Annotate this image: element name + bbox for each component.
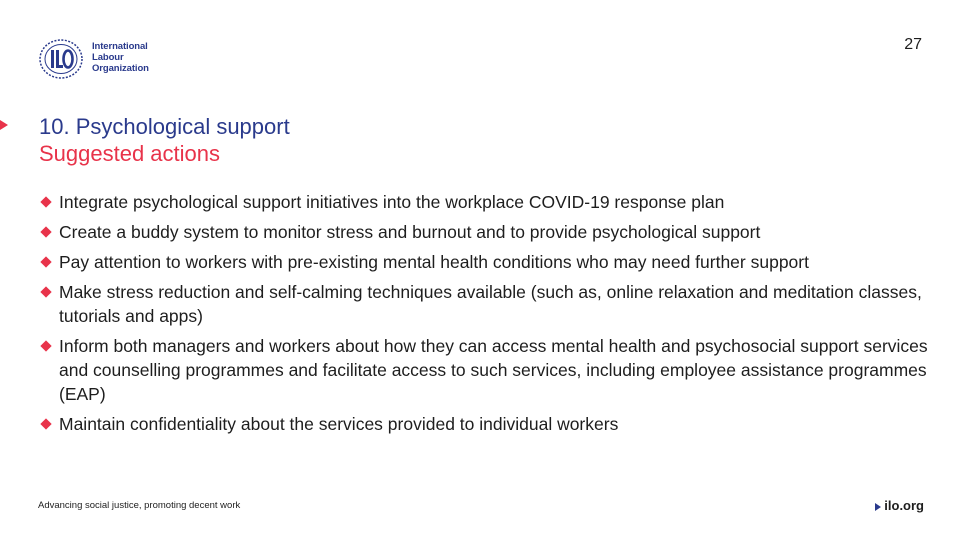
- footer-tagline: Advancing social justice, promoting decent work: [38, 500, 241, 511]
- logo-line-3: Organization: [92, 63, 149, 74]
- bullet-diamond-icon: [40, 418, 51, 429]
- list-item: [40, 412, 940, 436]
- bullet-text: Pay attention to workers with pre-existing mental health conditions who may need further support: [59, 252, 809, 272]
- list-item: [40, 190, 940, 214]
- slide-subtitle: Suggested actions: [39, 141, 221, 166]
- bullet-diamond-icon: [40, 256, 51, 267]
- slide-title: 10. Psychological support: [39, 114, 290, 139]
- bullet-text: Create a buddy system to monitor stress and burnout and to provide psychological support: [59, 222, 761, 242]
- bullet-list: [40, 190, 940, 442]
- bullet-text: Integrate psychological support initiatives into the workplace COVID-19 response plan: [59, 192, 725, 212]
- bullet-diamond-icon: [40, 226, 51, 237]
- arrow-right-icon: [875, 503, 881, 511]
- bullet-diamond-icon: [40, 286, 51, 297]
- list-item: [40, 334, 940, 406]
- bullet-diamond-icon: [40, 196, 51, 207]
- ilo-emblem-icon: [38, 38, 84, 80]
- logo-line-1: International: [92, 41, 148, 52]
- bullet-text: Make stress reduction and self-calming techniques available (such as, online relaxation and meditation classes, tutorials and apps): [59, 282, 922, 326]
- website-text: ilo.org: [884, 498, 924, 513]
- ilo-logo: [38, 38, 158, 80]
- list-item: [40, 220, 940, 244]
- organization-name: [92, 41, 149, 74]
- footer-website-link[interactable]: [875, 498, 924, 513]
- bullet-diamond-icon: [40, 340, 51, 351]
- list-item: [40, 250, 940, 274]
- list-item: [40, 280, 940, 328]
- logo-line-2: Labour: [92, 52, 124, 63]
- section-marker-icon: [0, 120, 8, 130]
- bullet-text: Maintain confidentiality about the services provided to individual workers: [59, 414, 619, 434]
- bullet-text: Inform both managers and workers about how they can access mental health and psychosocial support services and counselling programmes and facilitate access to such services, including employee assistance programmes (EAP): [59, 336, 928, 404]
- page-number: 27: [904, 36, 922, 53]
